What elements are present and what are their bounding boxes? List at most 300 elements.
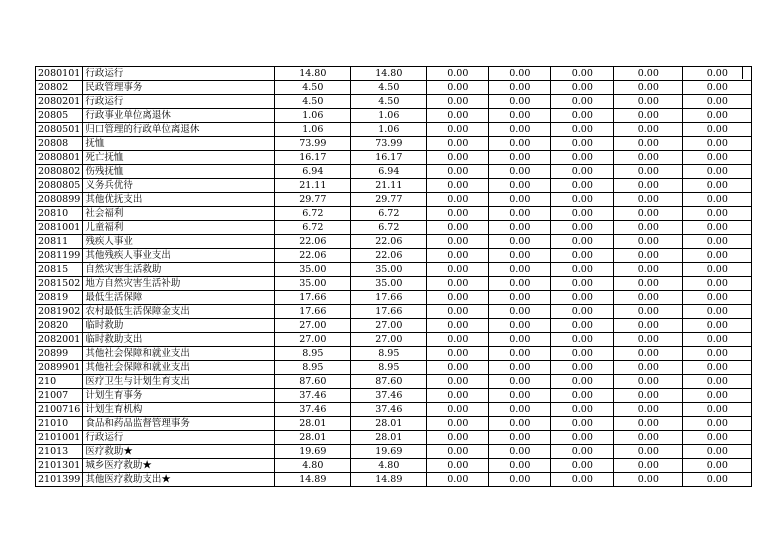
row-code-cell: 2101301 <box>36 459 83 473</box>
row-code-cell: 21007 <box>36 389 83 403</box>
table-right-edge <box>742 66 743 79</box>
row-value-cell: 0.00 <box>683 333 752 347</box>
row-value-cell: 0.00 <box>551 235 614 249</box>
row-name-cell: 临时救助支出 <box>83 333 275 347</box>
row-value-cell: 0.00 <box>614 347 683 361</box>
row-value-cell: 0.00 <box>427 263 489 277</box>
row-value-cell: 8.95 <box>351 347 427 361</box>
row-value-cell: 0.00 <box>489 123 551 137</box>
row-value-cell: 4.50 <box>275 95 351 109</box>
table-row <box>36 235 752 249</box>
row-value-cell: 0.00 <box>427 235 489 249</box>
row-value-cell: 0.00 <box>683 389 752 403</box>
row-value-cell: 4.80 <box>351 459 427 473</box>
row-value-cell: 73.99 <box>275 137 351 151</box>
table-row <box>36 431 752 445</box>
row-value-cell: 22.06 <box>275 249 351 263</box>
row-value-cell: 0.00 <box>427 137 489 151</box>
row-value-cell: 0.00 <box>614 249 683 263</box>
row-value-cell: 0.00 <box>489 249 551 263</box>
row-code-cell: 20808 <box>36 137 83 151</box>
row-value-cell: 17.66 <box>351 291 427 305</box>
row-value-cell: 0.00 <box>683 81 752 95</box>
row-name-cell: 城乡医疗救助★ <box>83 459 275 473</box>
table-row <box>36 445 752 459</box>
row-value-cell: 1.06 <box>351 109 427 123</box>
row-value-cell: 6.72 <box>351 207 427 221</box>
row-value-cell: 0.00 <box>614 123 683 137</box>
row-value-cell: 21.11 <box>351 179 427 193</box>
row-value-cell: 27.00 <box>351 319 427 333</box>
table-row <box>36 291 752 305</box>
row-name-cell: 临时救助 <box>83 319 275 333</box>
row-name-cell: 食品和药品监督管理事务 <box>83 417 275 431</box>
budget-table <box>35 66 752 487</box>
row-value-cell: 0.00 <box>614 95 683 109</box>
row-value-cell: 0.00 <box>427 347 489 361</box>
row-value-cell: 0.00 <box>683 137 752 151</box>
row-value-cell: 8.95 <box>351 361 427 375</box>
row-value-cell: 29.77 <box>351 193 427 207</box>
table-row <box>36 137 752 151</box>
row-value-cell: 0.00 <box>551 207 614 221</box>
row-value-cell: 0.00 <box>551 347 614 361</box>
row-value-cell: 0.00 <box>427 305 489 319</box>
row-name-cell: 其他社会保障和就业支出 <box>83 347 275 361</box>
row-value-cell: 28.01 <box>351 431 427 445</box>
row-value-cell: 0.00 <box>683 165 752 179</box>
row-value-cell: 0.00 <box>489 207 551 221</box>
row-value-cell: 1.06 <box>275 123 351 137</box>
row-value-cell: 87.60 <box>275 375 351 389</box>
row-value-cell: 0.00 <box>683 459 752 473</box>
row-value-cell: 0.00 <box>614 81 683 95</box>
row-value-cell: 0.00 <box>614 361 683 375</box>
row-value-cell: 0.00 <box>614 165 683 179</box>
row-value-cell: 0.00 <box>614 431 683 445</box>
row-value-cell: 0.00 <box>551 445 614 459</box>
table-row <box>36 249 752 263</box>
row-value-cell: 0.00 <box>614 193 683 207</box>
row-value-cell: 37.46 <box>275 403 351 417</box>
row-value-cell: 0.00 <box>551 459 614 473</box>
row-value-cell: 0.00 <box>551 165 614 179</box>
row-value-cell: 0.00 <box>427 473 489 487</box>
row-value-cell: 0.00 <box>489 403 551 417</box>
row-value-cell: 0.00 <box>427 179 489 193</box>
row-code-cell: 2080899 <box>36 193 83 207</box>
row-value-cell: 1.06 <box>351 123 427 137</box>
table-row <box>36 179 752 193</box>
row-value-cell: 0.00 <box>427 165 489 179</box>
row-value-cell: 0.00 <box>551 319 614 333</box>
row-value-cell: 0.00 <box>614 263 683 277</box>
row-code-cell: 2100716 <box>36 403 83 417</box>
row-name-cell: 其他优抚支出 <box>83 193 275 207</box>
row-value-cell: 0.00 <box>551 291 614 305</box>
row-value-cell: 0.00 <box>683 291 752 305</box>
row-code-cell: 20805 <box>36 109 83 123</box>
row-value-cell: 0.00 <box>427 445 489 459</box>
row-value-cell: 0.00 <box>614 67 683 81</box>
row-value-cell: 0.00 <box>683 431 752 445</box>
table-row <box>36 193 752 207</box>
row-value-cell: 0.00 <box>683 207 752 221</box>
row-code-cell: 2081902 <box>36 305 83 319</box>
row-value-cell: 0.00 <box>551 109 614 123</box>
row-value-cell: 21.11 <box>275 179 351 193</box>
table-row <box>36 207 752 221</box>
row-name-cell: 最低生活保障 <box>83 291 275 305</box>
row-name-cell: 伤残抚恤 <box>83 165 275 179</box>
row-value-cell: 4.50 <box>351 81 427 95</box>
row-value-cell: 0.00 <box>489 179 551 193</box>
row-value-cell: 17.66 <box>275 291 351 305</box>
row-value-cell: 0.00 <box>551 193 614 207</box>
row-value-cell: 0.00 <box>489 95 551 109</box>
row-value-cell: 0.00 <box>551 361 614 375</box>
row-value-cell: 0.00 <box>683 95 752 109</box>
row-name-cell: 其他医疗救助支出★ <box>83 473 275 487</box>
row-value-cell: 0.00 <box>427 417 489 431</box>
row-value-cell: 0.00 <box>427 361 489 375</box>
row-value-cell: 0.00 <box>427 431 489 445</box>
row-value-cell: 0.00 <box>614 179 683 193</box>
row-value-cell: 0.00 <box>683 123 752 137</box>
row-value-cell: 29.77 <box>275 193 351 207</box>
row-value-cell: 0.00 <box>427 403 489 417</box>
row-value-cell: 0.00 <box>614 221 683 235</box>
row-value-cell: 0.00 <box>427 193 489 207</box>
row-value-cell: 0.00 <box>614 389 683 403</box>
row-code-cell: 20819 <box>36 291 83 305</box>
row-value-cell: 0.00 <box>614 207 683 221</box>
row-code-cell: 20810 <box>36 207 83 221</box>
row-value-cell: 37.46 <box>275 389 351 403</box>
row-value-cell: 0.00 <box>489 137 551 151</box>
row-value-cell: 0.00 <box>614 277 683 291</box>
row-value-cell: 17.66 <box>275 305 351 319</box>
row-name-cell: 自然灾害生活救助 <box>83 263 275 277</box>
row-value-cell: 0.00 <box>489 459 551 473</box>
table-row <box>36 417 752 431</box>
row-value-cell: 0.00 <box>489 151 551 165</box>
row-value-cell: 0.00 <box>683 403 752 417</box>
row-value-cell: 0.00 <box>427 459 489 473</box>
row-value-cell: 0.00 <box>427 95 489 109</box>
row-value-cell: 16.17 <box>275 151 351 165</box>
row-value-cell: 0.00 <box>551 137 614 151</box>
row-name-cell: 儿童福利 <box>83 221 275 235</box>
table-row <box>36 361 752 375</box>
row-value-cell: 0.00 <box>614 305 683 319</box>
row-name-cell: 计划生育事务 <box>83 389 275 403</box>
row-value-cell: 0.00 <box>489 473 551 487</box>
row-value-cell: 6.94 <box>351 165 427 179</box>
row-name-cell: 归口管理的行政单位离退休 <box>83 123 275 137</box>
row-value-cell: 0.00 <box>614 291 683 305</box>
row-value-cell: 0.00 <box>551 417 614 431</box>
row-code-cell: 2080501 <box>36 123 83 137</box>
row-value-cell: 0.00 <box>683 417 752 431</box>
row-value-cell: 0.00 <box>551 151 614 165</box>
row-code-cell: 21013 <box>36 445 83 459</box>
row-code-cell: 210 <box>36 375 83 389</box>
row-value-cell: 35.00 <box>275 277 351 291</box>
table-row <box>36 347 752 361</box>
row-code-cell: 20899 <box>36 347 83 361</box>
row-value-cell: 73.99 <box>351 137 427 151</box>
row-value-cell: 0.00 <box>489 263 551 277</box>
row-value-cell: 0.00 <box>427 81 489 95</box>
row-value-cell: 0.00 <box>551 431 614 445</box>
row-value-cell: 27.00 <box>351 333 427 347</box>
row-code-cell: 2080802 <box>36 165 83 179</box>
row-value-cell: 6.72 <box>275 207 351 221</box>
row-value-cell: 0.00 <box>683 361 752 375</box>
row-value-cell: 0.00 <box>489 67 551 81</box>
row-value-cell: 0.00 <box>427 319 489 333</box>
row-value-cell: 0.00 <box>683 221 752 235</box>
row-value-cell: 0.00 <box>551 333 614 347</box>
row-code-cell: 20820 <box>36 319 83 333</box>
row-code-cell: 2081199 <box>36 249 83 263</box>
row-value-cell: 28.01 <box>275 417 351 431</box>
row-value-cell: 16.17 <box>351 151 427 165</box>
row-value-cell: 0.00 <box>427 67 489 81</box>
row-value-cell: 0.00 <box>427 109 489 123</box>
row-value-cell: 6.72 <box>351 221 427 235</box>
row-value-cell: 35.00 <box>275 263 351 277</box>
row-value-cell: 0.00 <box>551 305 614 319</box>
table-row <box>36 389 752 403</box>
row-value-cell: 0.00 <box>427 221 489 235</box>
row-value-cell: 0.00 <box>489 445 551 459</box>
row-value-cell: 0.00 <box>614 417 683 431</box>
row-value-cell: 0.00 <box>683 67 752 81</box>
row-value-cell: 0.00 <box>614 445 683 459</box>
table-row <box>36 81 752 95</box>
row-value-cell: 0.00 <box>683 319 752 333</box>
table-row <box>36 67 752 81</box>
row-value-cell: 0.00 <box>427 389 489 403</box>
row-value-cell: 19.69 <box>275 445 351 459</box>
row-value-cell: 35.00 <box>351 277 427 291</box>
row-value-cell: 0.00 <box>489 361 551 375</box>
row-value-cell: 0.00 <box>683 235 752 249</box>
row-value-cell: 27.00 <box>275 333 351 347</box>
row-value-cell: 19.69 <box>351 445 427 459</box>
table-row <box>36 263 752 277</box>
row-value-cell: 87.60 <box>351 375 427 389</box>
row-value-cell: 8.95 <box>275 361 351 375</box>
row-value-cell: 22.06 <box>351 235 427 249</box>
row-value-cell: 17.66 <box>351 305 427 319</box>
row-value-cell: 0.00 <box>683 249 752 263</box>
row-value-cell: 0.00 <box>427 291 489 305</box>
row-value-cell: 0.00 <box>489 333 551 347</box>
row-name-cell: 义务兵优待 <box>83 179 275 193</box>
table-row <box>36 151 752 165</box>
row-name-cell: 民政管理事务 <box>83 81 275 95</box>
row-code-cell: 2080801 <box>36 151 83 165</box>
row-name-cell: 其他残疾人事业支出 <box>83 249 275 263</box>
row-code-cell: 2101001 <box>36 431 83 445</box>
row-code-cell: 2081502 <box>36 277 83 291</box>
row-value-cell: 0.00 <box>614 151 683 165</box>
row-value-cell: 0.00 <box>427 123 489 137</box>
budget-table-body <box>36 67 752 487</box>
row-value-cell: 0.00 <box>683 305 752 319</box>
table-row <box>36 319 752 333</box>
row-name-cell: 残疾人事业 <box>83 235 275 249</box>
row-value-cell: 0.00 <box>489 431 551 445</box>
row-name-cell: 死亡抚恤 <box>83 151 275 165</box>
row-code-cell: 2081001 <box>36 221 83 235</box>
row-code-cell: 2080201 <box>36 95 83 109</box>
row-name-cell: 医疗救助★ <box>83 445 275 459</box>
row-value-cell: 0.00 <box>489 235 551 249</box>
row-value-cell: 4.50 <box>351 95 427 109</box>
row-code-cell: 2080101 <box>36 67 83 81</box>
row-value-cell: 0.00 <box>614 459 683 473</box>
row-value-cell: 6.94 <box>275 165 351 179</box>
row-value-cell: 6.72 <box>275 221 351 235</box>
row-name-cell: 农村最低生活保障金支出 <box>83 305 275 319</box>
table-row <box>36 473 752 487</box>
row-value-cell: 28.01 <box>275 431 351 445</box>
row-value-cell: 0.00 <box>489 277 551 291</box>
row-name-cell: 行政运行 <box>83 95 275 109</box>
row-name-cell: 行政运行 <box>83 431 275 445</box>
row-code-cell: 21010 <box>36 417 83 431</box>
row-value-cell: 0.00 <box>427 277 489 291</box>
table-row <box>36 221 752 235</box>
row-value-cell: 0.00 <box>614 333 683 347</box>
row-value-cell: 0.00 <box>551 95 614 109</box>
table-row <box>36 459 752 473</box>
row-value-cell: 0.00 <box>683 193 752 207</box>
row-value-cell: 0.00 <box>683 151 752 165</box>
row-value-cell: 0.00 <box>551 263 614 277</box>
row-value-cell: 27.00 <box>275 319 351 333</box>
row-name-cell: 社会福利 <box>83 207 275 221</box>
row-value-cell: 0.00 <box>614 473 683 487</box>
row-value-cell: 0.00 <box>683 109 752 123</box>
row-value-cell: 0.00 <box>551 221 614 235</box>
row-code-cell: 2101399 <box>36 473 83 487</box>
table-row <box>36 375 752 389</box>
row-value-cell: 0.00 <box>489 319 551 333</box>
row-value-cell: 0.00 <box>614 375 683 389</box>
row-value-cell: 14.80 <box>275 67 351 81</box>
row-name-cell: 行政事业单位离退休 <box>83 109 275 123</box>
row-name-cell: 其他社会保障和就业支出 <box>83 361 275 375</box>
row-value-cell: 0.00 <box>489 221 551 235</box>
row-name-cell: 行政运行 <box>83 67 275 81</box>
row-value-cell: 0.00 <box>551 179 614 193</box>
row-value-cell: 8.95 <box>275 347 351 361</box>
row-value-cell: 0.00 <box>427 151 489 165</box>
table-row <box>36 333 752 347</box>
row-value-cell: 0.00 <box>683 179 752 193</box>
row-value-cell: 35.00 <box>351 263 427 277</box>
table-row <box>36 277 752 291</box>
row-code-cell: 20802 <box>36 81 83 95</box>
row-value-cell: 37.46 <box>351 403 427 417</box>
row-value-cell: 4.50 <box>275 81 351 95</box>
row-value-cell: 0.00 <box>551 277 614 291</box>
table-row <box>36 95 752 109</box>
row-name-cell: 计划生育机构 <box>83 403 275 417</box>
row-value-cell: 0.00 <box>489 291 551 305</box>
row-value-cell: 0.00 <box>683 277 752 291</box>
row-value-cell: 0.00 <box>551 403 614 417</box>
row-value-cell: 28.01 <box>351 417 427 431</box>
row-value-cell: 14.89 <box>351 473 427 487</box>
table-row <box>36 123 752 137</box>
row-value-cell: 0.00 <box>551 249 614 263</box>
table-row <box>36 305 752 319</box>
row-value-cell: 0.00 <box>614 109 683 123</box>
row-value-cell: 0.00 <box>683 347 752 361</box>
row-value-cell: 0.00 <box>551 81 614 95</box>
row-value-cell: 0.00 <box>489 417 551 431</box>
row-code-cell: 2089901 <box>36 361 83 375</box>
row-code-cell: 2080805 <box>36 179 83 193</box>
row-value-cell: 0.00 <box>683 263 752 277</box>
row-value-cell: 1.06 <box>275 109 351 123</box>
row-value-cell: 0.00 <box>683 473 752 487</box>
row-value-cell: 0.00 <box>551 375 614 389</box>
row-value-cell: 14.89 <box>275 473 351 487</box>
row-value-cell: 0.00 <box>551 389 614 403</box>
row-value-cell: 0.00 <box>427 375 489 389</box>
row-value-cell: 0.00 <box>614 319 683 333</box>
table-row <box>36 165 752 179</box>
table-row <box>36 403 752 417</box>
row-value-cell: 0.00 <box>489 389 551 403</box>
row-value-cell: 0.00 <box>551 123 614 137</box>
row-value-cell: 0.00 <box>489 375 551 389</box>
row-value-cell: 0.00 <box>427 207 489 221</box>
row-value-cell: 37.46 <box>351 389 427 403</box>
row-code-cell: 20811 <box>36 235 83 249</box>
row-name-cell: 地方自然灾害生活补助 <box>83 277 275 291</box>
row-value-cell: 0.00 <box>683 445 752 459</box>
row-value-cell: 4.80 <box>275 459 351 473</box>
row-value-cell: 22.06 <box>351 249 427 263</box>
row-name-cell: 医疗卫生与计划生育支出 <box>83 375 275 389</box>
row-value-cell: 0.00 <box>551 473 614 487</box>
table-row <box>36 109 752 123</box>
row-value-cell: 0.00 <box>489 193 551 207</box>
row-value-cell: 0.00 <box>489 347 551 361</box>
row-value-cell: 0.00 <box>489 305 551 319</box>
row-value-cell: 0.00 <box>489 109 551 123</box>
row-value-cell: 0.00 <box>614 403 683 417</box>
row-value-cell: 0.00 <box>427 333 489 347</box>
row-value-cell: 14.80 <box>351 67 427 81</box>
row-value-cell: 0.00 <box>551 67 614 81</box>
row-name-cell: 抚恤 <box>83 137 275 151</box>
row-value-cell: 0.00 <box>614 235 683 249</box>
row-value-cell: 0.00 <box>489 81 551 95</box>
row-value-cell: 0.00 <box>427 249 489 263</box>
row-value-cell: 22.06 <box>275 235 351 249</box>
row-code-cell: 2082001 <box>36 333 83 347</box>
row-value-cell: 0.00 <box>614 137 683 151</box>
